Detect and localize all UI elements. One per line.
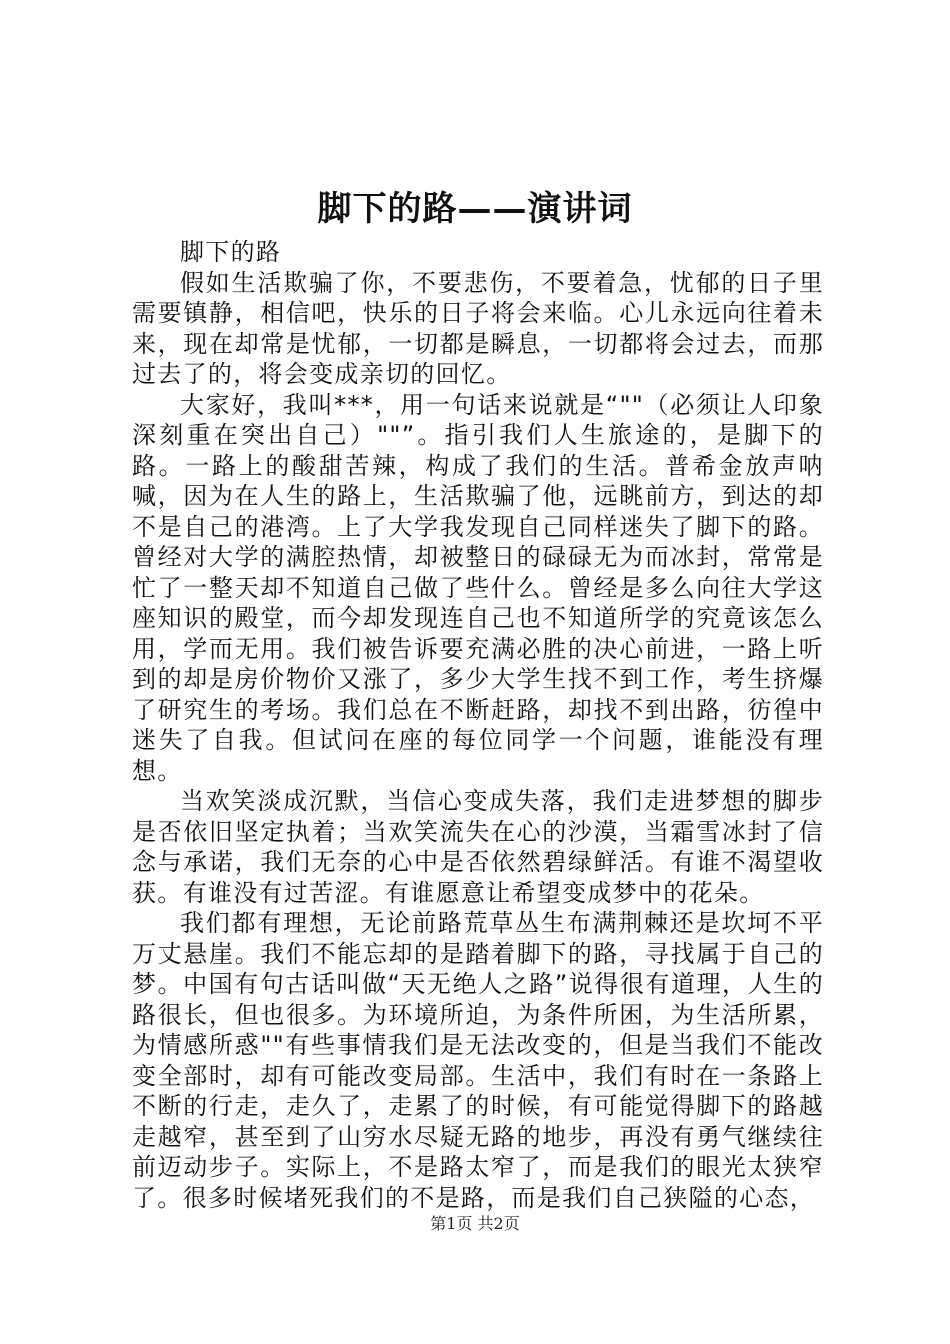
paragraph: 假如生活欺骗了你，不要悲伤，不要着急，忧郁的日子里需要镇静，相信吧，快乐的日子将会来临。心儿永远向往着未来，现在却常是忧郁，一切都是瞬息，一切都将会过去，而那过去了的，将会变成亲切的回忆。 (132, 268, 824, 388)
document-body (132, 237, 824, 1213)
document-subheading: 脚下的路 (180, 238, 282, 266)
paragraph: 当欢笑淡成沉默，当信心变成失落，我们走进梦想的脚步是否依旧坚定执着；当欢笑流失在心的沙漠，当霜雪冰封了信念与承诺，我们无奈的心中是否依然碧绿鲜活。有谁不渴望收获。有谁没有过苦涩。有谁愿意让希望变成梦中的花朵。 (132, 787, 824, 907)
paragraph: 我们都有理想，无论前路荒草丛生布满荆棘还是坎坷不平万丈悬崖。我们不能忘却的是踏着脚下的路，寻找属于自己的梦。中国有句古话叫做“天无绝人之路”说得很有道理，人生的路很长，但也很多。为环境所迫，为条件所困，为生活所累，为情感所惑""有些事情我们是无法改变的，但是当我们不能改变全部时，却有可能改变局部。生活中，我们有时在一条路上不断的行走，走久了，走累了的时候，有可能觉得脚下的路越走越窄，甚至到了山穷水尽疑无路的地步，再没有勇气继续往前迈动步子。实际上，不是路太窄了，而是我们的眼光太狭窄了。很多时候堵死我们的不是路，而是我们自己狭隘的心态， (132, 909, 824, 1212)
paragraph: 大家好，我叫***，用一句话来说就是“""（必须让人印象深刻重在突出自己）""”。指引我们人生旅途的，是脚下的路。一路上的酸甜苦辣，构成了我们的生活。普希金放声呐喊，因为在人生的路上，生活欺骗了他，远眺前方，到达的却不是自己的港湾。上了大学我发现自己同样迷失了脚下的路。曾经对大学的满腔热情，却被整日的碌碌无为而冰封，常常是忙了一整天却不知道自己做了些什么。曾经是多么向往大学这座知识的殿堂，而今却发现连自己也不知道所学的究竟该怎么用，学而无用。我们被告诉要充满必胜的决心前进，一路上听到的却是房价物价又涨了，多少大学生找不到工作，考生挤爆了研究生的考场。我们总在不断赶路，却找不到出路，彷徨中迷失了自我。但试问在座的每位同学一个问题，谁能没有理想。 (132, 390, 824, 785)
document-title: 脚下的路——演讲词 (317, 189, 633, 229)
page-number-footer: 第1页 共2页 (430, 1214, 520, 1233)
